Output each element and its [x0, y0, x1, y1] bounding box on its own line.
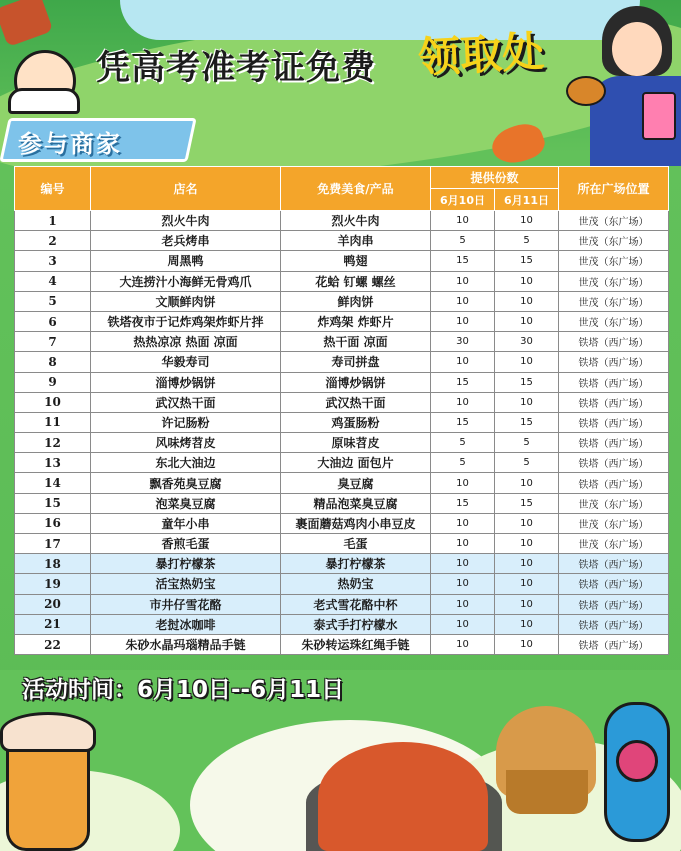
cell-location: 铁塔（西广场）	[559, 634, 669, 654]
cell-location: 世茂（东广场）	[559, 493, 669, 513]
cell-shop: 暴打柠檬茶	[91, 554, 281, 574]
cell-food: 鸡蛋肠粉	[281, 412, 431, 432]
cell-day1: 10	[431, 311, 495, 331]
cell-shop: 热热凉凉 热面 凉面	[91, 332, 281, 352]
cell-day1: 10	[431, 392, 495, 412]
table-row	[15, 493, 669, 513]
cell-shop: 东北大油边	[91, 453, 281, 473]
cell-no: 4	[15, 271, 91, 291]
cell-day1: 15	[431, 251, 495, 271]
cell-no: 11	[15, 412, 91, 432]
cell-location: 世茂（东广场）	[559, 251, 669, 271]
cell-food: 精品泡菜臭豆腐	[281, 493, 431, 513]
cell-shop: 许记肠粉	[91, 412, 281, 432]
cell-no: 22	[15, 634, 91, 654]
cell-no: 10	[15, 392, 91, 412]
cell-day2: 10	[495, 554, 559, 574]
cell-no: 5	[15, 291, 91, 311]
cell-day1: 10	[431, 574, 495, 594]
cell-day1: 10	[431, 352, 495, 372]
cell-no: 1	[15, 211, 91, 231]
cell-no: 2	[15, 231, 91, 251]
cell-food: 臭豆腐	[281, 473, 431, 493]
drumstick-icon	[566, 76, 606, 106]
cell-day1: 15	[431, 372, 495, 392]
table-row	[15, 554, 669, 574]
cell-day2: 10	[495, 634, 559, 654]
table-row	[15, 332, 669, 352]
cell-food: 淄博炒锅饼	[281, 372, 431, 392]
cell-shop: 文顺鲜肉饼	[91, 291, 281, 311]
cell-day2: 10	[495, 352, 559, 372]
cell-shop: 大连捞汁小海鲜无骨鸡爪	[91, 271, 281, 291]
cell-food: 武汉热干面	[281, 392, 431, 412]
cell-food: 鲜肉饼	[281, 291, 431, 311]
cell-food: 鸭翅	[281, 251, 431, 271]
drink-cup-icon	[642, 92, 676, 140]
cell-day1: 10	[431, 291, 495, 311]
cell-day2: 15	[495, 251, 559, 271]
cell-day2: 5	[495, 453, 559, 473]
cell-food: 炸鸡架 炸虾片	[281, 311, 431, 331]
muffin-base	[506, 770, 588, 814]
cell-day2: 10	[495, 574, 559, 594]
table-row	[15, 412, 669, 432]
cell-day1: 10	[431, 594, 495, 614]
section-label: 参与商家	[18, 130, 122, 158]
table-row	[15, 594, 669, 614]
cell-day2: 5	[495, 433, 559, 453]
cell-food: 花蛤 钉螺 螺丝	[281, 271, 431, 291]
cell-location: 铁塔（西广场）	[559, 453, 669, 473]
cell-day1: 5	[431, 433, 495, 453]
cell-shop: 老兵烤串	[91, 231, 281, 251]
table-row	[15, 372, 669, 392]
cell-food: 朱砂转运珠红绳手链	[281, 634, 431, 654]
cell-location: 世茂（东广场）	[559, 291, 669, 311]
table-row	[15, 614, 669, 634]
cell-day1: 10	[431, 473, 495, 493]
cell-day2: 15	[495, 372, 559, 392]
cell-day1: 15	[431, 493, 495, 513]
cell-day2: 10	[495, 534, 559, 554]
activity-time: 活动时间：6月10日--6月11日	[22, 677, 345, 703]
drink-cream	[0, 712, 96, 752]
cell-no: 6	[15, 311, 91, 331]
page-title: 凭高考准考证免费	[96, 48, 376, 88]
cell-day2: 15	[495, 412, 559, 432]
cell-food: 原味苕皮	[281, 433, 431, 453]
cell-no: 19	[15, 574, 91, 594]
cell-no: 7	[15, 332, 91, 352]
cell-location: 铁塔（西广场）	[559, 352, 669, 372]
cell-food: 大油边 面包片	[281, 453, 431, 473]
cell-no: 15	[15, 493, 91, 513]
cell-day1: 10	[431, 271, 495, 291]
cell-food: 寿司拼盘	[281, 352, 431, 372]
cell-day1: 10	[431, 513, 495, 533]
cell-no: 18	[15, 554, 91, 574]
cell-location: 铁塔（西广场）	[559, 614, 669, 634]
cell-food: 老式雪花酪中杯	[281, 594, 431, 614]
table-row	[15, 433, 669, 453]
cell-location: 世茂（东广场）	[559, 211, 669, 231]
cell-location: 世茂（东广场）	[559, 534, 669, 554]
cell-location: 铁塔（西广场）	[559, 574, 669, 594]
girl-face	[612, 22, 662, 76]
page-title-highlight: 领取处	[416, 26, 546, 83]
cell-food: 毛蛋	[281, 534, 431, 554]
cell-shop: 华毅寿司	[91, 352, 281, 372]
cell-day2: 10	[495, 473, 559, 493]
cell-location: 铁塔（西广场）	[559, 392, 669, 412]
creature-eye	[616, 740, 658, 782]
cell-day1: 15	[431, 412, 495, 432]
cell-no: 12	[15, 433, 91, 453]
cell-shop: 风味烤苕皮	[91, 433, 281, 453]
header-location: 所在广场位置	[559, 167, 669, 211]
cell-location: 铁塔（西广场）	[559, 372, 669, 392]
hotpot-icon	[318, 742, 488, 851]
cell-day2: 10	[495, 211, 559, 231]
cell-shop: 朱砂水晶玛瑙精品手链	[91, 634, 281, 654]
cell-shop: 武汉热干面	[91, 392, 281, 412]
cell-day1: 10	[431, 634, 495, 654]
cell-day1: 10	[431, 554, 495, 574]
header-day2: 6月11日	[495, 189, 559, 211]
mascot-body	[8, 88, 80, 114]
cell-shop: 童年小串	[91, 513, 281, 533]
cell-no: 13	[15, 453, 91, 473]
cell-shop: 铁塔夜市于记炸鸡架炸虾片拌	[91, 311, 281, 331]
cell-shop: 周黑鸭	[91, 251, 281, 271]
cell-no: 14	[15, 473, 91, 493]
cell-day2: 10	[495, 594, 559, 614]
cell-no: 17	[15, 534, 91, 554]
cell-shop: 活宝热奶宝	[91, 574, 281, 594]
table-row	[15, 211, 669, 231]
table-row	[15, 231, 669, 251]
table-row	[15, 291, 669, 311]
cell-location: 铁塔（西广场）	[559, 554, 669, 574]
cell-day2: 5	[495, 231, 559, 251]
cell-location: 铁塔（西广场）	[559, 412, 669, 432]
cell-day1: 30	[431, 332, 495, 352]
cell-shop: 市井仔雪花酪	[91, 594, 281, 614]
cell-shop: 淄博炒锅饼	[91, 372, 281, 392]
background-banner	[120, 0, 640, 40]
header-food: 免费美食/产品	[281, 167, 431, 211]
table-row	[15, 534, 669, 554]
cell-location: 铁塔（西广场）	[559, 433, 669, 453]
cell-no: 21	[15, 614, 91, 634]
cell-day2: 30	[495, 332, 559, 352]
table-body	[15, 211, 669, 655]
table-row	[15, 574, 669, 594]
table-row	[15, 271, 669, 291]
cell-location: 铁塔（西广场）	[559, 332, 669, 352]
table-row	[15, 473, 669, 493]
cell-no: 16	[15, 513, 91, 533]
cell-location: 世茂（东广场）	[559, 231, 669, 251]
cell-food: 烈火牛肉	[281, 211, 431, 231]
cell-location: 世茂（东广场）	[559, 513, 669, 533]
table-row	[15, 634, 669, 654]
table-row	[15, 311, 669, 331]
cell-location: 铁塔（西广场）	[559, 473, 669, 493]
header-no: 编号	[15, 167, 91, 211]
cell-day2: 10	[495, 311, 559, 331]
cell-day2: 10	[495, 614, 559, 634]
cell-day1: 10	[431, 211, 495, 231]
cell-no: 8	[15, 352, 91, 372]
cell-shop: 老挝冰咖啡	[91, 614, 281, 634]
table-row	[15, 453, 669, 473]
cell-food: 暴打柠檬茶	[281, 554, 431, 574]
cell-shop: 香煎毛蛋	[91, 534, 281, 554]
skewer-icon	[0, 0, 53, 47]
cell-day1: 5	[431, 231, 495, 251]
table-row	[15, 352, 669, 372]
cell-food: 热干面 凉面	[281, 332, 431, 352]
cell-shop: 飘香苑臭豆腐	[91, 473, 281, 493]
cell-day2: 10	[495, 271, 559, 291]
cell-day1: 10	[431, 614, 495, 634]
cell-location: 铁塔（西广场）	[559, 594, 669, 614]
cell-food: 泰式手打柠檬水	[281, 614, 431, 634]
cell-day2: 10	[495, 513, 559, 533]
cell-day1: 10	[431, 534, 495, 554]
header-day1: 6月10日	[431, 189, 495, 211]
cell-location: 世茂（东广场）	[559, 271, 669, 291]
table-row	[15, 513, 669, 533]
cell-day2: 15	[495, 493, 559, 513]
cell-shop: 泡菜臭豆腐	[91, 493, 281, 513]
cell-day1: 5	[431, 453, 495, 473]
merchant-table	[14, 166, 668, 655]
table-row	[15, 392, 669, 412]
cell-day2: 10	[495, 291, 559, 311]
cell-food: 裹面蘑菇鸡肉小串豆皮	[281, 513, 431, 533]
header-shop: 店名	[91, 167, 281, 211]
cell-day2: 10	[495, 392, 559, 412]
cell-location: 世茂（东广场）	[559, 311, 669, 331]
table-row	[15, 251, 669, 271]
cell-no: 3	[15, 251, 91, 271]
cell-food: 羊肉串	[281, 231, 431, 251]
cell-shop: 烈火牛肉	[91, 211, 281, 231]
cell-no: 20	[15, 594, 91, 614]
header-portions: 提供份数	[431, 167, 559, 189]
cell-no: 9	[15, 372, 91, 392]
cell-food: 热奶宝	[281, 574, 431, 594]
